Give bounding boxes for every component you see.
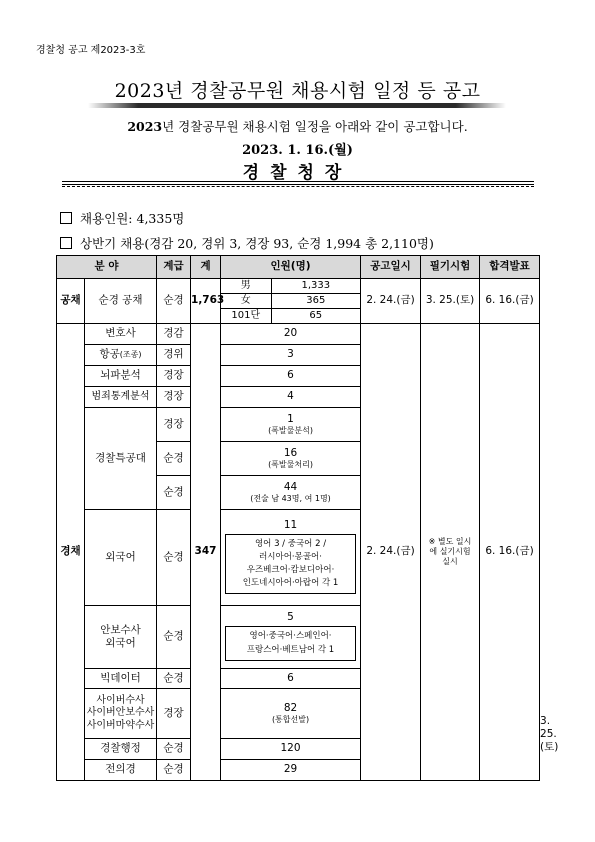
recruit-total-line — [60, 209, 184, 227]
header-rank: 계급 — [157, 256, 191, 279]
detail-line: 프랑스어·베트남어 각 1 — [246, 644, 335, 655]
rank-cell: 경장 — [157, 689, 191, 739]
table-header-row — [57, 256, 540, 279]
checkbox-square-icon — [60, 212, 72, 224]
breakdown-label: 101단 — [221, 309, 271, 324]
intro-year: 2023 — [127, 119, 163, 134]
announce-cell: 2. 24.(금) — [361, 279, 421, 324]
rank-cell: 순경 — [157, 606, 191, 669]
divider — [62, 181, 534, 185]
count-value: 82 — [283, 701, 298, 714]
field-cell: 변호사 — [85, 324, 157, 345]
field-cell: 순경 공채 — [85, 279, 157, 324]
count-value: 44 — [283, 480, 298, 493]
announce-cell: 2. 24.(금) — [361, 324, 421, 781]
field-line: 사이버안보수사 — [86, 707, 155, 719]
count-cell — [221, 442, 361, 476]
table-row: 사이버수사 사이버안보수사 사이버마약수사 경장 82 (통합선발) 3. 25.(토) — [57, 689, 540, 739]
count-cell: 3 — [221, 345, 361, 366]
recruit-total: 채용인원: 4,335명 — [80, 211, 185, 226]
rank-cell: 경장 — [157, 408, 191, 442]
count-cell: 6 — [221, 669, 361, 689]
count-value: 11 — [283, 518, 298, 531]
count-cell: 20 — [221, 324, 361, 345]
field-cell: 전의경 — [85, 760, 157, 781]
detail-line: 영어·중국어·스페인어· — [249, 631, 332, 642]
intro-text — [0, 117, 595, 135]
count-value: 16 — [283, 446, 298, 459]
language-detail-box — [225, 534, 356, 595]
count-cell: 4 — [221, 387, 361, 408]
intro-rest: 년 경찰공무원 채용시험 일정을 아래와 같이 공고합니다. — [162, 119, 468, 134]
detail-line: 러시아어·몽골어· — [259, 551, 322, 562]
document-title: 2023년 경찰공무원 채용시험 일정 등 공고 — [114, 80, 481, 102]
count-note: (통합선발) — [271, 715, 310, 725]
count-cell — [221, 476, 361, 510]
count-cell — [221, 606, 361, 669]
category-gyeongchae: 경채 — [57, 324, 85, 781]
field-line: 안보수사 — [100, 623, 141, 636]
count-cell — [221, 408, 361, 442]
field-label: 항공 — [99, 348, 120, 361]
field-sub: (조종) — [119, 350, 142, 360]
field-cell: 경찰특공대 — [85, 408, 157, 510]
header-result: 합격발표 — [480, 256, 540, 279]
breakdown-label: 男 — [221, 279, 271, 294]
count-note: (폭발물처리) — [268, 460, 313, 470]
field-cell — [85, 689, 157, 739]
breakdown-value: 365 — [271, 294, 360, 309]
field-cell: 외국어 — [85, 510, 157, 606]
rank-cell: 순경 — [157, 442, 191, 476]
table-row — [57, 324, 540, 345]
breakdown-value: 65 — [309, 309, 323, 321]
count-cell — [221, 510, 361, 606]
first-half-line — [60, 234, 434, 252]
table-row-gongchae — [57, 279, 540, 324]
field-cell: 범죄통계분석 — [85, 387, 157, 408]
field-line: 외국어 — [105, 637, 136, 649]
field-cell: 빅데이터 — [85, 669, 157, 689]
field-cell — [85, 606, 157, 669]
written-note-cell: ※ 별도 일시에 실기시험 실시 — [421, 324, 480, 781]
count-value: 1 — [287, 412, 294, 425]
result-cell: 6. 16.(금) — [480, 324, 540, 781]
total-cell: 1,763 — [191, 279, 221, 324]
field-cell: 뇌파분석 — [85, 366, 157, 387]
result-cell: 6. 16.(금) — [480, 279, 540, 324]
personnel-breakdown — [221, 279, 361, 324]
field-line: 사이버마약수사 — [86, 719, 155, 731]
rank-cell: 경위 — [157, 345, 191, 366]
language-detail-box — [225, 626, 356, 660]
total-cell: 347 — [191, 324, 221, 781]
gender-breakdown-table — [221, 279, 360, 323]
header-total: 계 — [191, 256, 221, 279]
rank-cell: 순경 — [157, 510, 191, 606]
rank-cell: 경장 — [157, 366, 191, 387]
count-value: 5 — [287, 611, 294, 624]
field-cell — [85, 345, 157, 366]
count-note: (폭발물분석) — [268, 426, 313, 436]
count-cell — [221, 689, 361, 739]
count-cell: 6 — [221, 366, 361, 387]
breakdown-value: 1,333 — [271, 279, 360, 294]
rank-cell: 경장 — [157, 387, 191, 408]
header-announce: 공고일시 — [361, 256, 421, 279]
category-gongchae: 공채 — [57, 279, 85, 324]
count-note: (전술 남 43명, 여 1명) — [250, 494, 331, 504]
rank-cell: 순경 — [157, 476, 191, 510]
count-cell: 120 — [221, 739, 361, 760]
first-half-summary: 상반기 채용(경감 20, 경위 3, 경장 93, 순경 1,994 총 2,110명) — [80, 236, 434, 251]
notice-date: 2023. 1. 16.(월) — [242, 143, 353, 158]
divider-dashed — [62, 186, 534, 187]
detail-line: 우즈베크어·캄보디아어· — [246, 565, 335, 576]
detail-line: 영어 3 / 중국어 2 / — [254, 538, 327, 549]
rank-cell: 순경 — [157, 760, 191, 781]
rank-cell: 경감 — [157, 324, 191, 345]
issuer: 경찰청장 — [242, 163, 353, 183]
header-personnel: 인원(명) — [221, 256, 361, 279]
rank-cell: 순경 — [157, 669, 191, 689]
breakdown-label: 女 — [221, 294, 271, 309]
header-written: 필기시험 — [421, 256, 480, 279]
rank-cell: 순경 — [157, 279, 191, 324]
rank-cell: 순경 — [157, 739, 191, 760]
title-underline — [88, 103, 506, 108]
detail-line: 인도네시아어·아랍어 각 1 — [242, 578, 339, 589]
field-line: 사이버수사 — [96, 694, 145, 706]
header-field: 분 야 — [57, 256, 157, 279]
notice-number: 경찰청 공고 제2023-3호 — [36, 45, 146, 56]
checkbox-square-icon — [60, 237, 72, 249]
field-cell: 경찰행정 — [85, 739, 157, 760]
written-cell: 3. 25.(토) — [421, 279, 480, 324]
schedule-table — [56, 255, 559, 781]
count-cell: 29 — [221, 760, 361, 781]
